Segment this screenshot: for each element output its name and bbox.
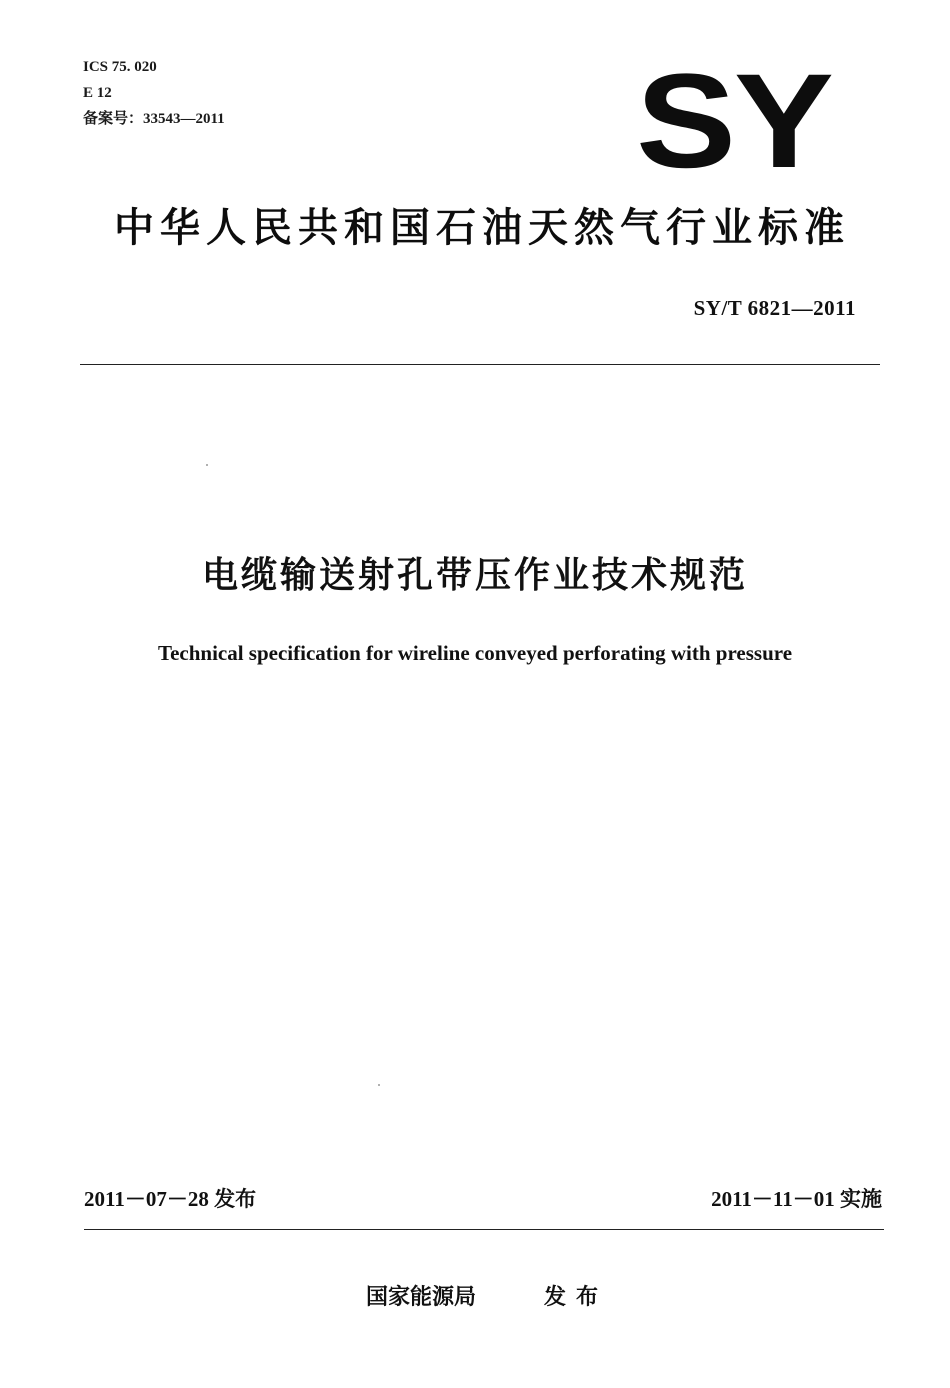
standard-number: SY/T 6821—2011 [693,296,856,320]
scan-speck [378,1084,380,1086]
sy-logo: SY [636,47,832,196]
filing-number: 备案号：33543—2011 [83,111,225,127]
publish-label: 发布 [544,1285,609,1310]
bottom-divider [84,1229,884,1230]
scan-speck [206,464,208,466]
issue-date: 2011－07－28 发布 [84,1187,257,1211]
class-code: E 12 [83,85,112,101]
implementation-date: 2011－11－01 实施 [711,1187,882,1211]
publisher-name: 国家能源局 [366,1285,477,1310]
document-title-english: Technical specification for wireline conveyed perforating with pressure [157,641,793,665]
document-title-chinese: 电缆输送射孔带压作业技术规范 [201,555,748,596]
top-divider [80,364,880,365]
standard-title: 中华人民共和国石油天然气行业标准 [114,205,850,251]
classification-block [83,54,225,132]
ics-code: ICS 75. 020 [83,59,157,75]
